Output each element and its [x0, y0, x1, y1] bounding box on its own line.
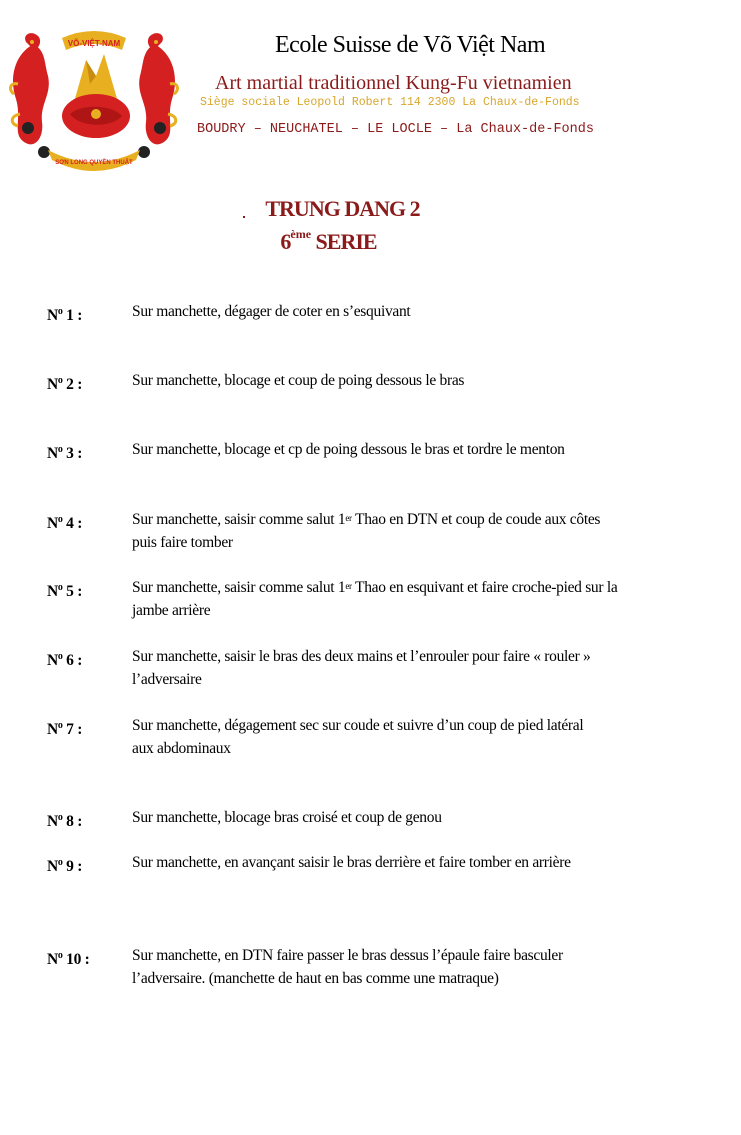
item-number: $N^o$ 1 :: [47, 306, 83, 325]
document-title: TRUNG DANG 2: [265, 196, 420, 221]
item-number: $N^o$ 2 :: [47, 375, 83, 394]
document-subtitle: 6ème SERIE: [280, 227, 377, 254]
item-number: $N^o$ 7 :: [47, 720, 83, 739]
item-number: $N^o$ 8 :: [47, 812, 83, 831]
item-number: $N^o$ 10 :: [47, 950, 90, 969]
school-cities: BOUDRY – NEUCHATEL – LE LOCLE – La Chaux-de-Fonds: [197, 122, 594, 137]
item-text: Sur manchette, saisir comme salut 1er Thao en DTN et coup de coude aux côtes puis faire tomber: [132, 511, 601, 551]
school-seat-address: Siège sociale Leopold Robert 114 2300 La Chaux-de-Fonds: [200, 96, 580, 109]
item-number: $N^o$ 6 :: [47, 651, 83, 670]
item-text: Sur manchette, blocage et coup de poing dessous le bras: [132, 372, 465, 389]
svg-text:SƠN LONG QUYỀN THUẬT: SƠN LONG QUYỀN THUẬT: [55, 160, 133, 166]
item-text: Sur manchette, blocage bras croisé et coup de genou: [132, 809, 442, 826]
item-text: Sur manchette, saisir le bras des deux mains et l’enrouler pour faire « rouler » l’adversaire: [132, 648, 591, 688]
school-subtitle: Art martial traditionnel Kung-Fu vietnamien: [215, 72, 572, 94]
item-text: Sur manchette, saisir comme salut 1er Thao en esquivant et faire croche-pied sur la jambe arrière: [132, 579, 618, 619]
school-name: Ecole Suisse de Võ Việt Nam: [275, 32, 546, 58]
item-text: Sur manchette, blocage et cp de poing dessous le bras et tordre le menton: [132, 441, 565, 458]
item-text: Sur manchette, en avançant saisir le bras derrière et faire tomber en arrière: [132, 854, 571, 871]
svg-text:VÕ-VIỆT-NAM: VÕ-VIỆT-NAM: [67, 39, 121, 48]
item-number: $N^o$ 3 :: [47, 444, 83, 463]
item-number: $N^o$ 5 :: [47, 582, 83, 601]
dragon-emblem-icon: [4, 24, 184, 174]
item-text: Sur manchette, dégagement sec sur coude et suivre d’un coup de pied latéral aux abdominaux: [132, 717, 584, 757]
item-text: Sur manchette, en DTN faire passer le bras dessus l’épaule faire basculer l’adversaire. (manchette de haut en bas comme une matraque): [132, 947, 563, 987]
item-number: $N^o$ 9 :: [47, 857, 83, 876]
item-number: $N^o$ 4 :: [47, 514, 83, 533]
item-text: Sur manchette, dégager de coter en s’esquivant: [132, 303, 411, 320]
school-logo: [4, 24, 184, 174]
